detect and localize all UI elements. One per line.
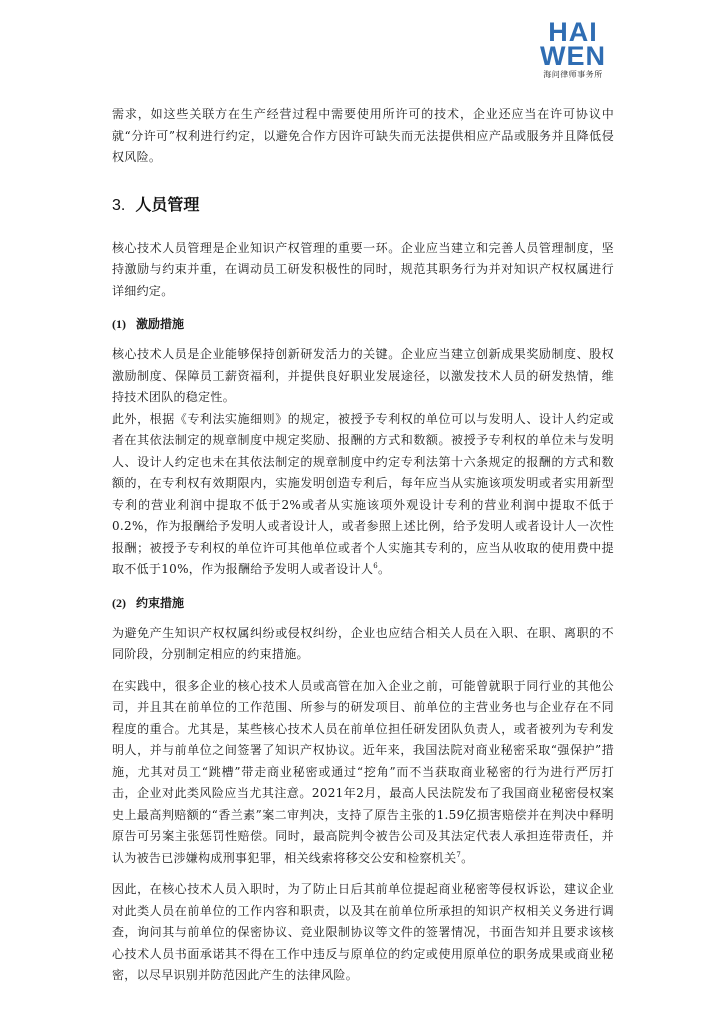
- subsection-heading-incentive: [112, 314, 614, 334]
- restriction-paragraph-1: 为避免产生知识产权权属纠纷或侵权纠纷，企业也应结合相关人员在入职、在职、离职的不同阶段，分别制定相应的约束措施。: [112, 625, 614, 661]
- incentive-paragraph-2: [112, 409, 614, 581]
- logo-text-hai: HAI: [548, 17, 598, 47]
- logo-firm-name: 海问律师事务所: [543, 70, 603, 79]
- restriction-paragraph-2-text: 在实践中，很多企业的核心技术人员或高管在加入企业之前，可能曾就职于同行业的其他公司，并且其在前单位的工作范围、所参与的研发项目、前单位的主营业务也与企业存在不同程度的重合。尤其是，某些核心技术人员在前单位担任研发团队负责人，或者被列为专利发明人，并与前单位之间签署了知识产权协议。近年来，我国法院对商业秘密采取“强保护”措施，尤其对员工“跳槽”带走商业秘密或通过“挖角”而不当获取商业秘密的行为进行严厉打击，企业对此类风险应当尤其注意。2021年2月，最高人民法院发布了我国商业秘密侵权案史上最高判赔额的“香兰素”案二审判决，支持了原告主张的1.59亿损害赔偿并在判决中释明原告可另案主张惩罚性赔偿。同时，最高院判令被告公司及其法定代表人承担连带责任，并认为被告已涉嫌构成刑事犯罪，相关线索将移交公安和检察机关: [112, 678, 614, 865]
- footnote-ref-7[interactable]: 7: [456, 850, 462, 859]
- section-number: 3.: [112, 196, 126, 214]
- subsection-number: (2): [112, 595, 126, 610]
- incentive-paragraph-2-end: 。: [378, 562, 391, 576]
- document-body: [112, 104, 614, 987]
- subsection-heading-restriction: [112, 593, 614, 613]
- subsection-number: (1): [112, 317, 126, 331]
- firm-logo: [528, 17, 618, 80]
- subsection-title: 激励措施: [136, 317, 185, 331]
- restriction-paragraph-2-end: 。: [461, 850, 474, 865]
- section-title: 人员管理: [135, 194, 200, 214]
- footnote-ref-6[interactable]: 6: [373, 562, 379, 570]
- intro-paragraph: 需求，如这些关联方在生产经营过程中需要使用所许可的技术，企业还应当在许可协议中就“分许可”权利进行约定，以避免合作方因许可缺失而无法提供相应产品或服务并且降低侵权风险。: [112, 107, 614, 164]
- logo-text-wen: WEN: [540, 41, 606, 71]
- section-intro-paragraph: 核心技术人员管理是企业知识产权管理的重要一环。企业应当建立和完善人员管理制度，坚持激励与约束并重，在调动员工研发积极性的同时，规范其职务行为并对知识产权权属进行详细约定。: [112, 240, 614, 298]
- restriction-paragraph-3: 因此，在核心技术人员入职时，为了防止日后其前单位提起商业秘密等侵权诉讼，建议企业对此类人员在前单位的工作内容和职责，以及其在前单位所承担的知识产权相关义务进行调查，询问其与前单位的保密协议、竞业限制协议等文件的签署情况，书面告知并且要求该核心技术人员书面承诺其不得在工作中违反与原单位的约定或使用原单位的职务成果或商业秘密，以尽早识别并防范因此产生的法律风险。: [112, 882, 614, 982]
- subsection-title: 约束措施: [136, 595, 185, 610]
- incentive-paragraph-2-text: 此外，根据《专利法实施细则》的规定，被授予专利权的单位可以与发明人、设计人约定或者在其依法制定的规章制度中规定奖励、报酬的方式和数额。被授予专利权的单位未与发明人、设计人约定也未在其依法制定的规章制度中约定专利法第十六条规定的报酬的方式和数额的，在专利权有效期限内，实施发明创造专利后，每年应当从实施该项发明或者实用新型专利的营业利润中提取不低于2%或者从实施该项外观设计专利的营业利润中提取不低于0.2%，作为报酬给予发明人或者设计人，或者参照上述比例，给予发明人或者设计人一次性报酬；被授予专利权的单位许可其他单位或者个人实施其专利的，应当从收取的使用费中提取不低于10%，作为报酬给予发明人或者设计人: [112, 411, 614, 576]
- incentive-paragraph-1: 核心技术人员是企业能够保持创新研发活力的关键。企业应当建立创新成果奖励制度、股权激励制度、保障员工薪资福利，并提供良好职业发展途径，以激发技术人员的研发热情，维持技术团队的稳定性。: [112, 347, 614, 404]
- restriction-paragraph-2: [112, 676, 614, 870]
- section-heading: [112, 193, 614, 218]
